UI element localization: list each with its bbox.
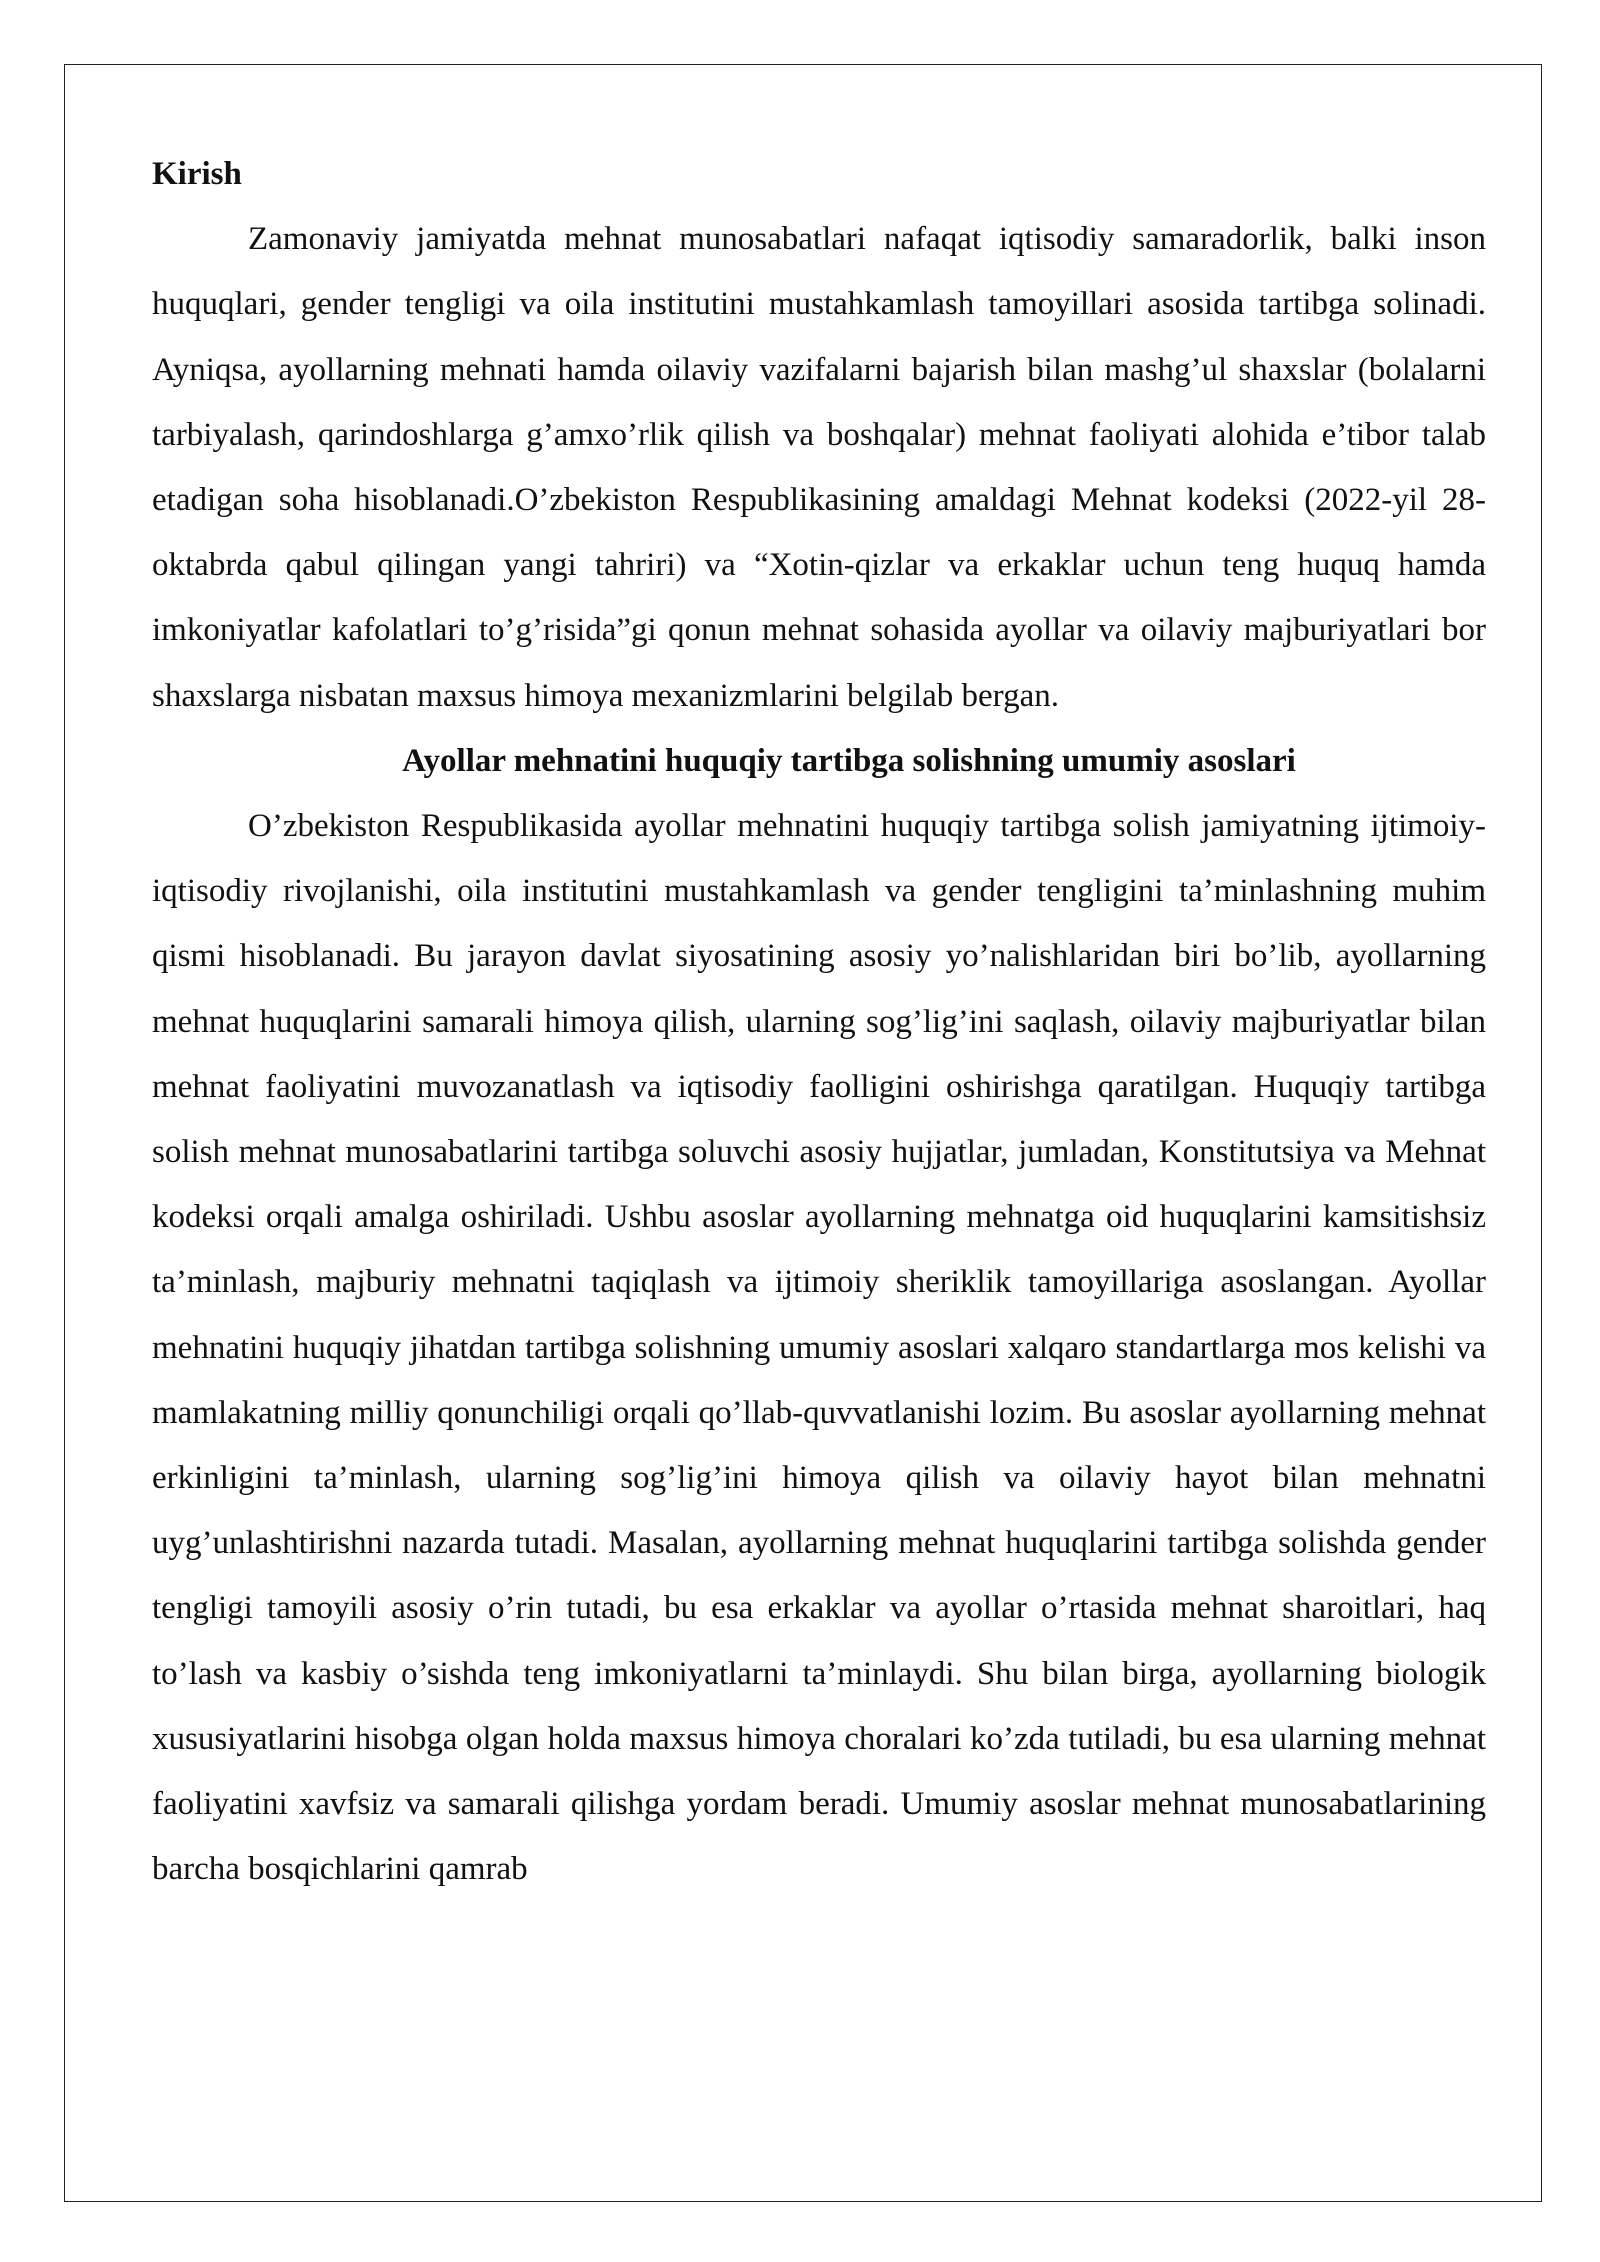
paragraph-general-foundations: O’zbekiston Respublikasida ayollar mehnatini huquqiy tartibga solish jamiyatning ijtimoiy-iqtisodiy rivojlanishi, oila institutini mustahkamlash va gender tengligini ta’minlashning muhim qismi hisoblanadi. Bu jarayon davlat siyosatining asosiy yo’nalishlaridan biri bo’lib, ayollarning mehnat huquqlarini samarali himoya qilish, ularning sog’lig’ini saqlash, oilaviy majburiyatlar bilan mehnat faoliyatini muvozanatlash va iqtisodiy faolligini oshirishga qaratilgan. Huquqiy tartibga solish mehnat munosabatlarini tartibga soluvchi asosiy hujjatlar, jumladan, Konstitutsiya va Mehnat kodeksi orqali amalga oshiriladi. Ushbu asoslar ayollarning mehnatga oid huquqlarini kamsitishsiz ta’minlash, majburiy mehnatni taqiqlash va ijtimoiy sheriklik tamoyillariga asoslangan. Ayollar mehnatini huquqiy jihatdan tartibga solishning umumiy asoslari xalqaro standartlarga mos kelishi va mamlakatning milliy qonunchiligi orqali qo’llab-quvvatlanishi lozim. Bu asoslar ayollarning mehnat erkinligini ta’minlash, ularning sog’lig’ini himoya qilish va oilaviy hayot bilan mehnatni uyg’unlashtirishni nazarda tutadi. Masalan, ayollarning mehnat huquqlarini tartibga solishda gender tengligi tamoyili asosiy o’rin tutadi, bu esa erkaklar va ayollar o’rtasida mehnat sharoitlari, haq to’lash va kasbiy o’sishda teng imkoniyatlarni ta’minlaydi. Shu bilan birga, ayollarning biologik xususiyatlarini hisobga olgan holda maxsus himoya choralari ko’zda tutiladi, bu esa ularning mehnat faoliyatini xavfsiz va samarali qilishga yordam beradi. Umumiy asoslar mehnat munosabatlarining barcha bosqichlarini qamrab bbox=[152, 808, 1486, 1888]
paragraph-intro: Zamonaviy jamiyatda mehnat munosabatlari nafaqat iqtisodiy samaradorlik, balki inson huquqlari, gender tengligi va oila institutini mustahkamlash tamoyillari asosida tartibga solinadi. Ayniqsa, ayollarning mehnati hamda oilaviy vazifalarni bajarish bilan mashg’ul shaxslar (bolalarni tarbiyalash, qarindoshlarga g’amxo’rlik qilish va boshqalar) mehnat faoliyati alohida e’tibor talab etadigan soha hisoblanadi.O’zbekiston Respublikasining amaldagi Mehnat kodeksi (2022-yil 28-oktabrda qabul qilingan yangi tahriri) va “Xotin-qizlar va erkaklar uchun teng huquq hamda imkoniyatlar kafolatlari to’g’risida”gi qonun mehnat sohasida ayollar va oilaviy majburiyatlari bor shaxslarga nisbatan maxsus himoya mexanizmlarini belgilab bergan. bbox=[152, 221, 1486, 714]
section-heading: Ayollar mehnatini huquqiy tartibga solishning umumiy asoslari bbox=[402, 742, 1296, 779]
document-body bbox=[152, 142, 1486, 1902]
heading-kirish: Kirish bbox=[152, 156, 242, 192]
